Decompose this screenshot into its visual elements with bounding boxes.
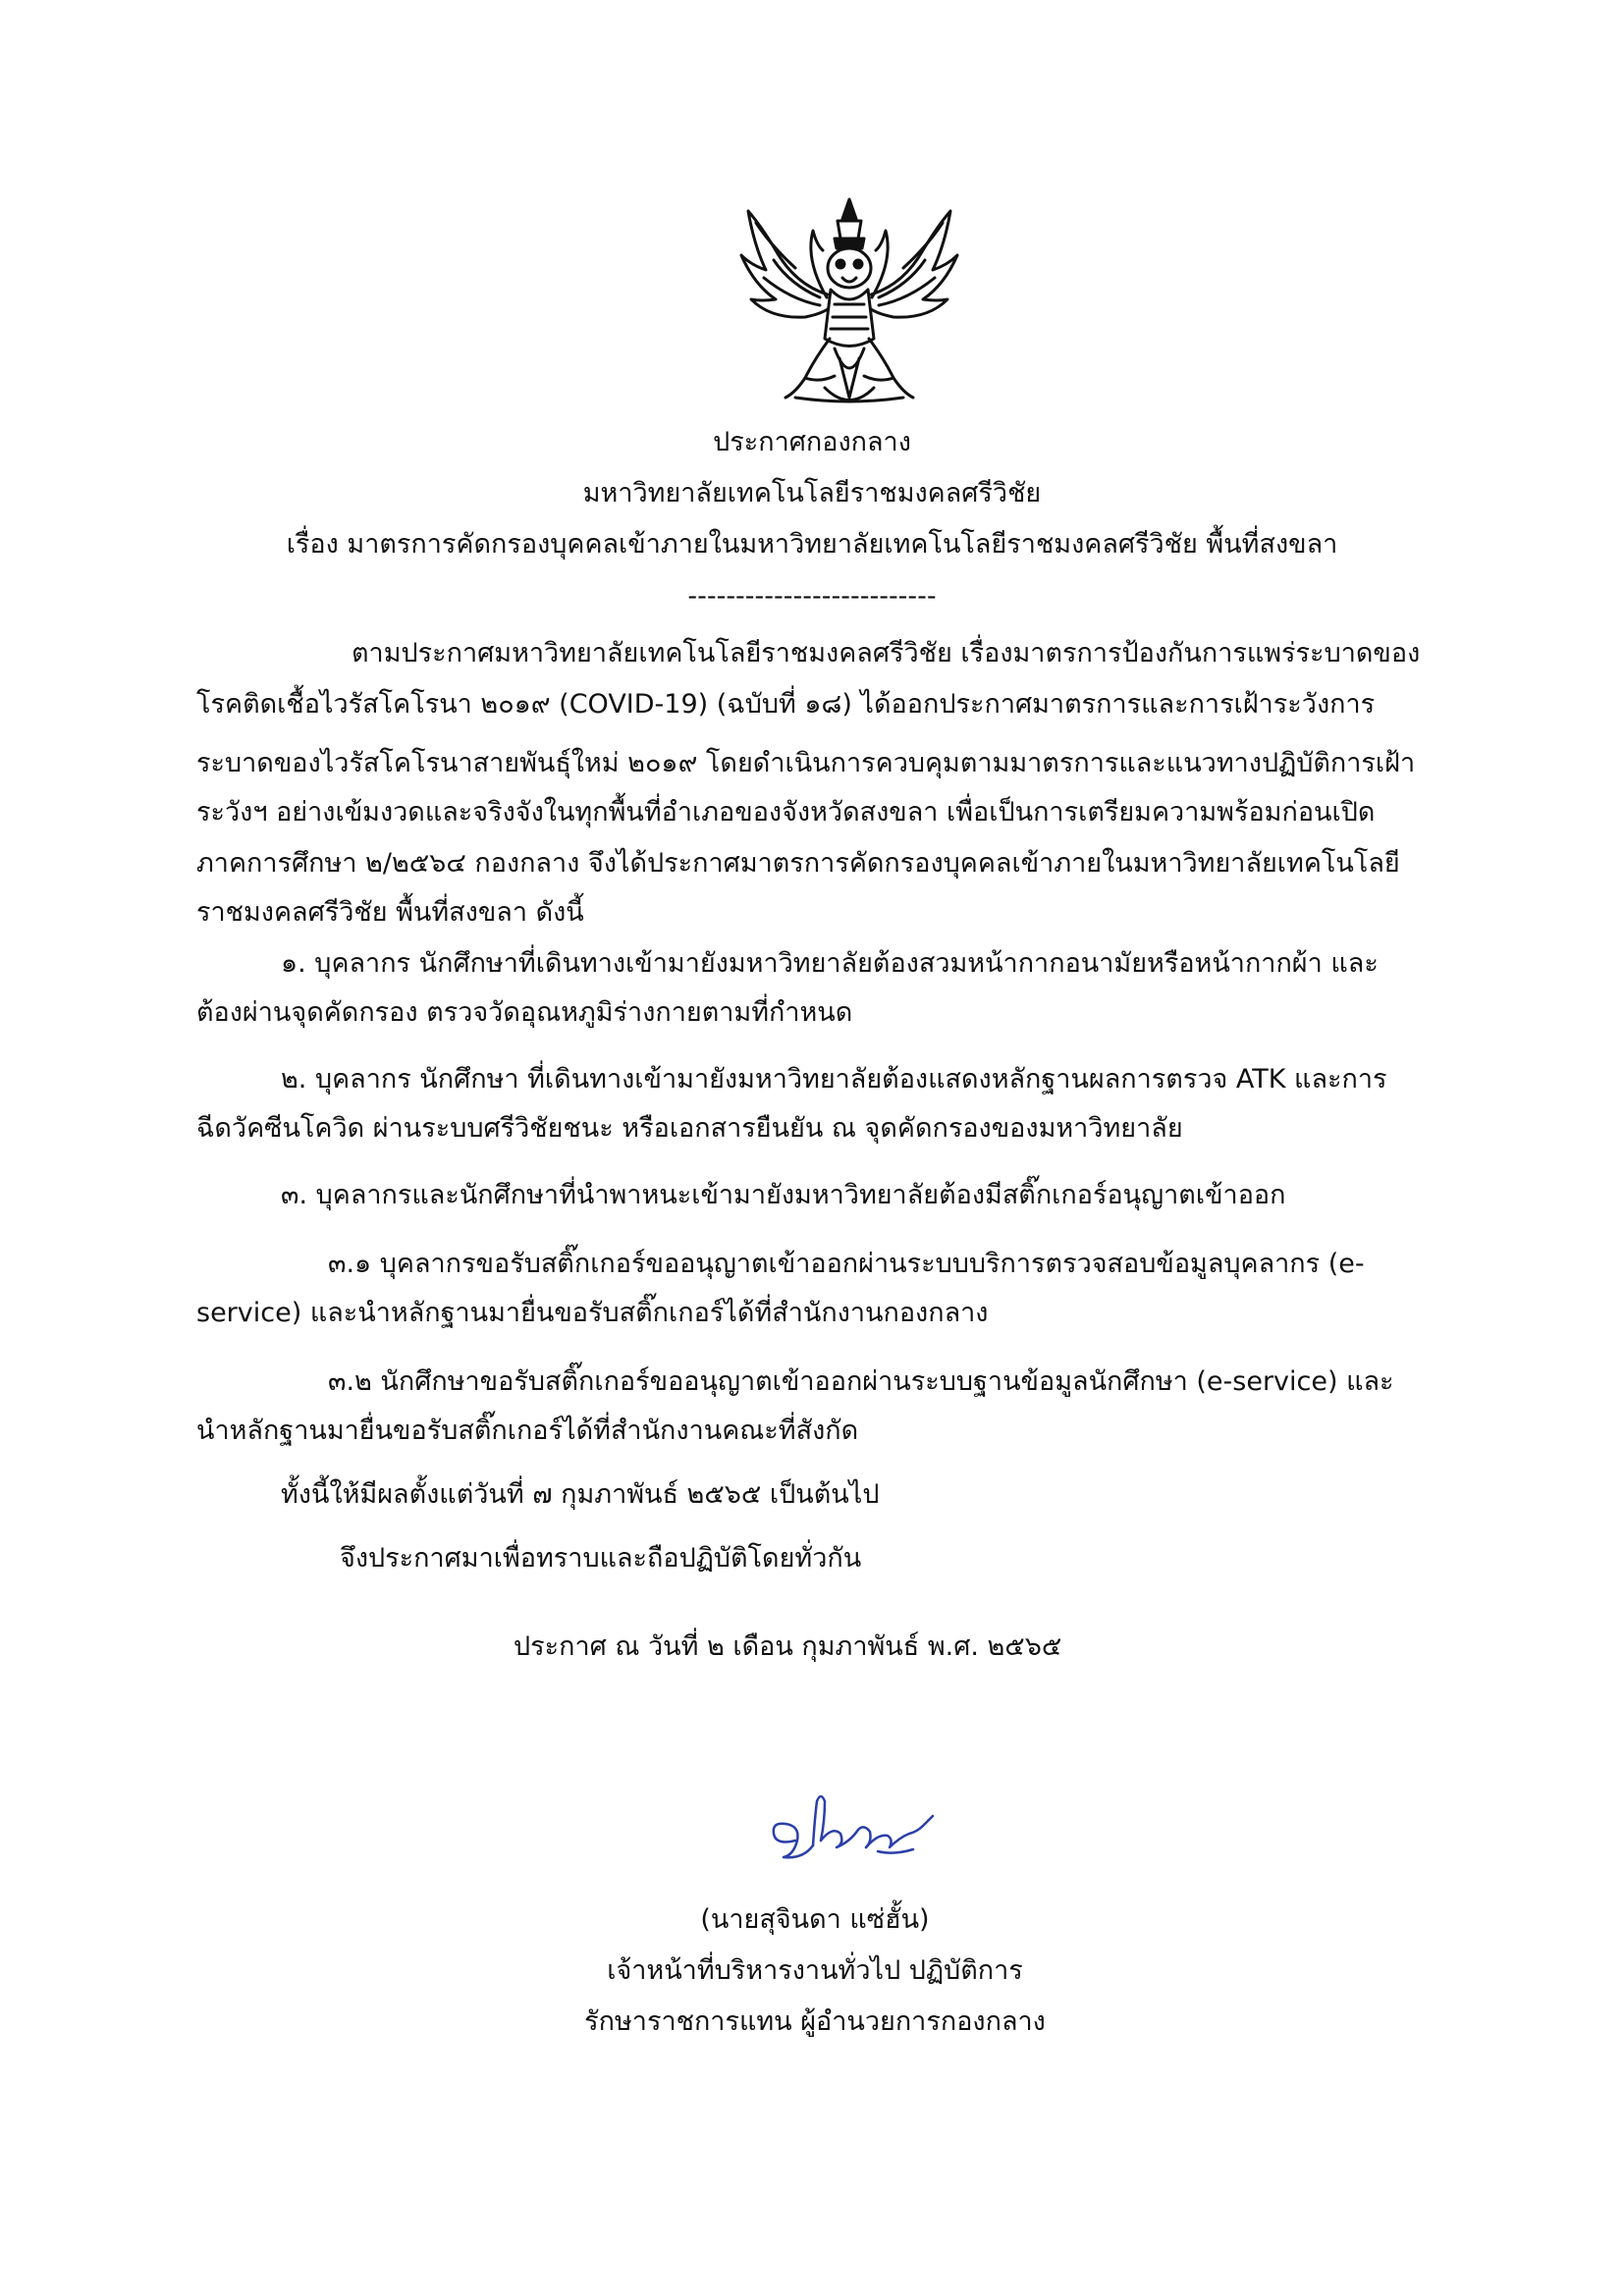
effective-date: ทั้งนี้ให้มีผลตั้งแต่วันที่ ๗ กุมภาพันธ์ ๒๕๖๕ เป็นต้นไป <box>281 1479 880 1510</box>
item-1-line-1: ๑. บุคลากร นักศึกษาที่เดินทางเข้ามายังมหาวิทยาลัยต้องสวมหน้ากากอนามัยหรือหน้ากากผ้า และ <box>281 948 1379 979</box>
closing-statement: จึงประกาศมาเพื่อทราบและถือปฏิบัติโดยทั่วกัน <box>340 1543 862 1574</box>
intro-line-2: โรคติดเชื้อไวรัสโคโรนา ๒๐๑๙ (COVID-19) (ฉบับที่ ๑๘) ได้ออกประกาศมาตรการและการเฝ้าระวังการ <box>196 689 1376 720</box>
university-name: มหาวิทยาลัยเทคโนโลยีราชมงคลศรีวิชัย <box>582 478 1042 508</box>
signatory-position: เจ้าหน้าที่บริหารงานทั่วไป ปฏิบัติการ <box>607 1955 1023 1986</box>
item-3: ๓. บุคลากรและนักศึกษาที่นำพาหนะเข้ามายังมหาวิทยาลัยต้องมีสติ๊กเกอร์อนุญาตเข้าออก <box>281 1180 1286 1210</box>
handwritten-signature <box>756 1787 943 1875</box>
garuda-emblem-icon <box>736 191 962 412</box>
item-3-1-line-1: ๓.๑ บุคลากรขอรับสติ๊กเกอร์ขออนุญาตเข้าออกผ่านระบบบริการตรวจสอบข้อมูลบุคลากร (e- <box>328 1249 1365 1279</box>
item-1-line-2: ต้องผ่านจุดคัดกรอง ตรวจวัดอุณหภูมิร่างกายตามที่กำหนด <box>196 997 853 1028</box>
intro-line-5: ภาคการศึกษา ๒/๒๕๖๔ กองกลาง จึงได้ประกาศมาตรการคัดกรองบุคคลเข้าภายในมหาวิทยาลัยเทคโนโลยี <box>196 848 1400 879</box>
intro-line-1: ตามประกาศมหาวิทยาลัยเทคโนโลยีราชมงคลศรีวิชัย เรื่องมาตรการป้องกันการแพร่ระบาดของ <box>352 638 1421 668</box>
intro-line-3: ระบาดของไวรัสโคโรนาสายพันธุ์ใหม่ ๒๐๑๙ โดยดำเนินการควบคุมตามมาตรการและแนวทางปฏิบัติการเฝ้า <box>196 748 1416 778</box>
header-divider: -------------------------- <box>687 581 937 612</box>
intro-line-6: ราชมงคลศรีวิชัย พื้นที่สงขลา ดังนี้ <box>196 897 584 928</box>
issuer-title: ประกาศกองกลาง <box>713 427 911 457</box>
signatory-name: (นายสุจินดา แซ่ฮั้น) <box>700 1904 930 1935</box>
signatory-acting-role: รักษาราชการแทน ผู้อำนวยการกองกลาง <box>584 2006 1046 2037</box>
item-3-2-line-1: ๓.๒ นักศึกษาขอรับสติ๊กเกอร์ขออนุญาตเข้าออกผ่านระบบฐานข้อมูลนักศึกษา (e-service) และ <box>328 1366 1394 1397</box>
item-2-line-1: ๒. บุคลากร นักศึกษา ที่เดินทางเข้ามายังมหาวิทยาลัยต้องแสดงหลักฐานผลการตรวจ ATK และการ <box>281 1064 1387 1095</box>
item-3-2-line-2: นำหลักฐานมายื่นขอรับสติ๊กเกอร์ได้ที่สำนักงานคณะที่สังกัด <box>196 1415 859 1446</box>
item-2-line-2: ฉีดวัคซีนโควิด ผ่านระบบศรีวิชัยชนะ หรือเอกสารยืนยัน ณ จุดคัดกรองของมหาวิทยาลัย <box>196 1113 1183 1144</box>
subject-line: เรื่อง มาตรการคัดกรองบุคคลเข้าภายในมหาวิทยาลัยเทคโนโลยีราชมงคลศรีวิชัย พื้นที่สงขลา <box>286 529 1338 560</box>
signatory-block <box>550 1895 1080 2048</box>
intro-line-4: ระวังฯ อย่างเข้มงวดและจริงจังในทุกพื้นที่อำเภอของจังหวัดสงขลา เพื่อเป็นการเตรียมความพร้อมก่อนเปิด <box>196 797 1376 828</box>
item-3-1-line-2: service) และนำหลักฐานมายื่นขอรับสติ๊กเกอร์ได้ที่สำนักงานกองกลาง <box>196 1298 989 1328</box>
announcement-date: ประกาศ ณ วันที่ ๒ เดือน กุมภาพันธ์ พ.ศ. ๒๕๖๕ <box>514 1631 1062 1662</box>
